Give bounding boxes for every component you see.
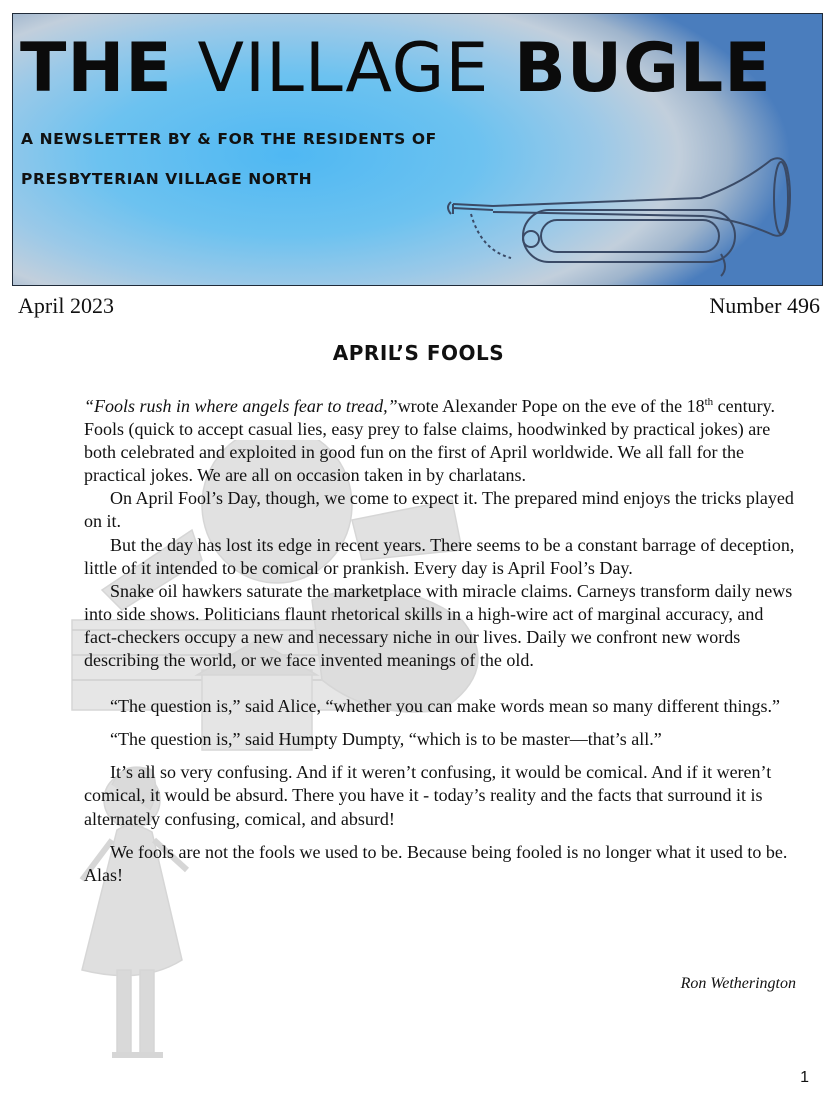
article-paragraph-2: On April Fool’s Day, though, we come to expect it. The prepared mind enjoys the tricks played on it. [84,488,794,532]
ordinal-suffix: th [704,396,714,408]
article-paragraph-6: “The question is,” said Humpty Dumpty, “which is to be master—that’s all.” [110,729,662,750]
article-paragraph-4: Snake oil hawkers saturate the marketplace with miracle claims. Carneys transform daily news into side shows. Politicians flaunt rhetorical skills in a high-wire act of marginal accuracy, and fact-checkers occupy a new and necessary niche in our lives. Daily we confront new words describing the world, or we face invented meanings of the old. [84,580,793,671]
issue-date: April 2023 [18,293,114,318]
masthead-subtitle-line1: A NEWSLETTER BY & FOR THE RESIDENTS OF [21,130,437,148]
title-village: VILLAGE [197,29,490,108]
page-number: 1 [800,1069,809,1086]
bugle-icon [431,154,791,279]
article-headline: APRIL’S FOOLS [332,341,505,365]
pope-quote: “Fools rush in where angels fear to tread,” [84,396,398,416]
masthead [12,13,823,286]
article-paragraph-3: But the day has lost its edge in recent years. There seems to be a constant barrage of deception, little of it intended to be comical or prankish. Every day is April Fool’s Day. [84,534,795,578]
masthead-subtitle-line2: PRESBYTERIAN VILLAGE NORTH [21,170,313,188]
newsletter-title [20,28,772,110]
title-bugle: BUGLE [514,29,772,108]
article-body [84,395,799,887]
title-the: THE [20,29,173,108]
issue-number: Number 496 [709,293,820,318]
paragraph-1-text-a: wrote Alexander Pope on the eve of the 18 [397,396,705,416]
article-byline: Ron Wetherington [680,975,796,992]
article-paragraph-7: It’s all so very confusing. And if it weren’t confusing, it would be comical. And if it weren’t comical, it would be absurd. There you have it - today’s reality and the facts that surround it is alternately confusing, comical, and absurd! [84,762,772,829]
article-paragraph-5: “The question is,” said Alice, “whether you can make words mean so many different things.” [110,696,780,717]
article-paragraph-8: We fools are not the fools we used to be. Because being fooled is no longer what it used to be. Alas! [84,841,788,885]
article-paragraph-1 [84,395,799,487]
paragraph-1-text-b: century. Fools (quick to accept casual lies, easy prey to false claims, hoodwinked by practical jokes) are both celebrated and exploited in good fun on the first of April worldwide. We all fall for the practical jokes. We are all on occasion taken in by charlatans. [84,396,775,486]
